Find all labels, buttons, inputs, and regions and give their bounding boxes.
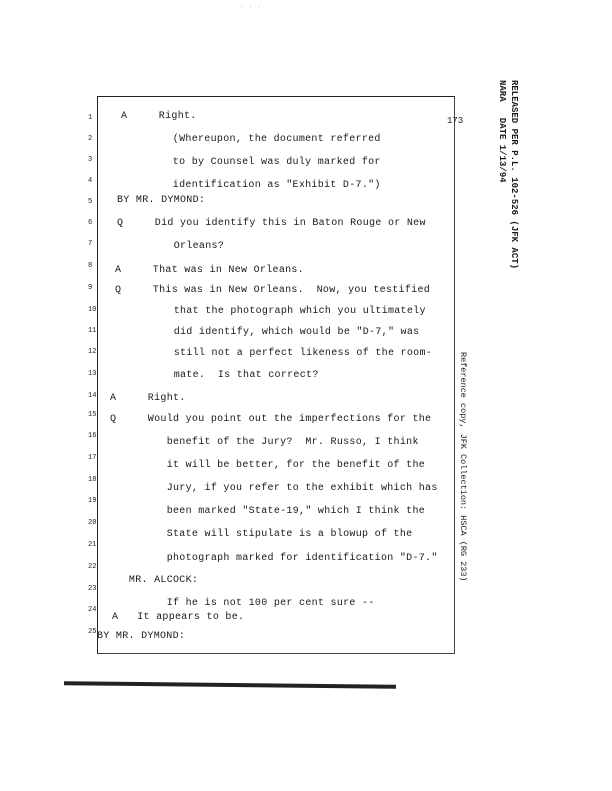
line-number: 16	[88, 432, 97, 440]
release-stamp-line1: RELEASED PER P.L. 102-526 (JFK ACT)	[509, 80, 519, 270]
scan-bottom-bar	[64, 681, 396, 688]
line-number: 22	[88, 563, 97, 571]
transcript-line: Q This was in New Orleans. Now, you testified	[115, 285, 431, 296]
transcript-line: A Right.	[121, 111, 197, 122]
transcript-line: A It appears to be.	[112, 612, 245, 623]
line-number: 11	[88, 327, 97, 335]
line-number: 18	[88, 476, 97, 484]
line-number: 8	[88, 262, 93, 270]
line-number: 15	[88, 411, 97, 419]
transcript-line: BY MR. DYMOND:	[97, 631, 186, 642]
transcript-line: Q Did you identify this in Baton Rouge or New	[117, 218, 426, 229]
line-number: 20	[88, 519, 97, 527]
line-number: 19	[88, 497, 97, 505]
line-number: 4	[88, 177, 93, 185]
line-number: 12	[88, 348, 97, 356]
line-number: 17	[88, 454, 97, 462]
line-number: 25	[88, 628, 97, 636]
transcript-line: If he is not 100 per cent sure --	[110, 598, 375, 609]
transcript-line: MR. ALCOCK:	[110, 575, 199, 586]
page-number: 173	[447, 116, 464, 126]
line-number: 23	[88, 585, 97, 593]
transcript-line: Q Would you point out the imperfections for the	[110, 414, 432, 425]
transcript-line: photograph marked for identification "D-7."	[110, 553, 438, 564]
line-number: 9	[88, 284, 93, 292]
line-number: 3	[88, 156, 93, 164]
transcript-line: Orleans?	[117, 241, 225, 252]
line-number: 14	[88, 392, 97, 400]
line-number: 6	[88, 219, 93, 227]
transcript-line: that the photograph which you ultimately	[117, 306, 426, 317]
transcript-line: benefit of the Jury? Mr. Russo, I think	[110, 437, 419, 448]
transcript-line: A Right.	[110, 393, 186, 404]
release-stamp-line2: NARA DATE 1/13/94	[497, 80, 507, 183]
reference-copy-note: Reference copy, JFK Collection: HSCA (RG 233)	[458, 352, 468, 582]
transcript-line: State will stipulate is a blowup of the	[110, 529, 413, 540]
line-number: 13	[88, 370, 97, 378]
line-number: 7	[88, 240, 93, 248]
line-number: 24	[88, 606, 97, 614]
transcript-line: did identify, which would be "D-7," was	[117, 327, 420, 338]
transcript-line: to by Counsel was duly marked for	[135, 157, 381, 168]
transcript-line: it will be better, for the benefit of the	[110, 460, 426, 471]
transcript-line: been marked "State-19," which I think the	[110, 506, 426, 517]
line-number: 1	[88, 114, 93, 122]
transcript-line: identification as "Exhibit D-7.")	[135, 180, 381, 191]
transcript-line: BY MR. DYMOND:	[117, 195, 206, 206]
transcript-line: Jury, if you refer to the exhibit which has	[110, 483, 438, 494]
transcript-line: (Whereupon, the document referred	[135, 134, 381, 145]
line-number: 5	[88, 198, 93, 206]
line-number: 21	[88, 541, 97, 549]
transcript-line: A That was in New Orleans.	[115, 265, 305, 276]
transcript-line: still not a perfect likeness of the room-	[117, 348, 433, 359]
transcript-line: mate. Is that correct?	[117, 370, 319, 381]
line-number: 10	[88, 306, 97, 314]
scan-artifact-mark: · · ·	[240, 4, 262, 12]
line-number: 2	[88, 135, 93, 143]
release-stamp	[496, 80, 520, 269]
